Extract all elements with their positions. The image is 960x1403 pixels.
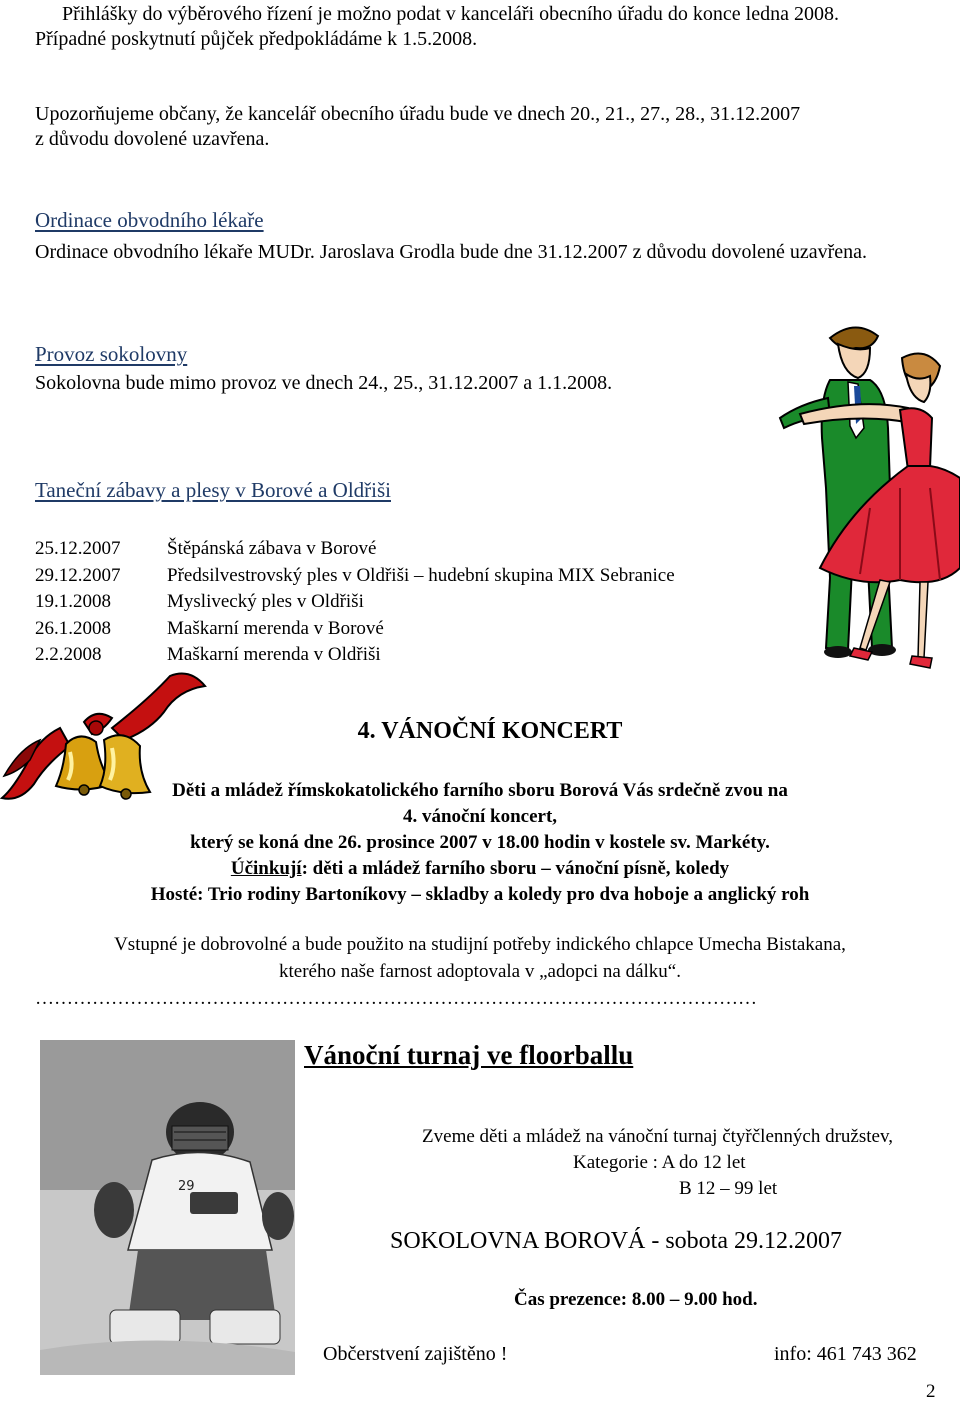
doctor-heading: Ordinace obvodního lékaře [35,208,264,232]
floorball-title: Vánoční turnaj ve floorballu [304,1040,634,1070]
performers-label: Účinkují [230,858,302,879]
floorball-goalie-photo [40,1040,295,1375]
floorball-time: Čas prezence: 8.00 – 9.00 hod. [514,1289,758,1310]
event-date: 25.12.2007 [35,538,121,559]
event-date: 19.1.2008 [35,591,111,612]
doctor-text: Ordinace obvodního lékaře MUDr. Jaroslava Grodla bude dne 31.12.2007 z důvodu dovolené uzavřena. [35,241,867,263]
dances-heading: Taneční zábavy a plesy v Borové a Oldřiši [35,478,391,502]
event-name: Myslivecký ples v Oldřiši [167,591,364,612]
floorball-refreshments: Občerstvení zajištěno ! [323,1343,508,1365]
dancing-couple-illustration [760,318,960,690]
event-date: 26.1.2008 [35,617,111,639]
dance-event-row [35,536,675,563]
dance-event-row [35,563,675,590]
jersey-number: 29 [178,1179,195,1194]
office-line-1: Upozorňujeme občany, že kancelář obecního úřadu bude ve dnech 20., 21., 27., 28., 31.12.2007 [35,103,801,125]
concert-line-4 [30,856,930,882]
event-date: 2.2.2008 [35,644,102,665]
floorball-venue: SOKOLOVNA BOROVÁ - sobota 29.12.2007 [390,1228,843,1254]
concert-note-line-1: Vstupné je dobrovolné a bude použito na studijní potřeby indického chlapce Umecha Bistakana, [114,934,846,955]
event-name: Předsilvestrovský ples v Oldřiši – hudební skupina MIX Sebranice [167,564,675,586]
dance-events-list [35,536,675,669]
concert-note [20,931,940,985]
floorball-info: info: 461 743 362 [774,1343,917,1365]
event-date: 29.12.2007 [35,564,121,586]
concert-line-3: který se koná dne 26. prosince 2007 v 18.00 hodin v kostele sv. Markéty. [190,832,770,853]
event-name: Maškarní merenda v Borové [167,617,384,639]
notice-line-2: Případné poskytnutí půjček předpokládáme k 1.5.2008. [35,28,478,50]
performers-text: : děti a mládež farního sboru – vánoční písně, koledy [301,858,730,879]
concert-line-5: Hosté: Trio rodiny Bartoníkovy – skladby a koledy pro dva hoboje a anglický roh [150,884,810,905]
page-number: 2 [926,1381,936,1402]
gym-heading: Provoz sokolovny [35,342,188,366]
floorball-invite: Zveme děti a mládež na vánoční turnaj čtyřčlenných družstev, [422,1126,893,1147]
floorball-category-b: B 12 – 99 let [679,1178,778,1199]
concert-details [30,778,930,908]
concert-title: 4. VÁNOČNÍ KONCERT [357,718,623,744]
dance-event-row [35,589,675,616]
event-name: Štěpánská zábava v Borové [167,538,377,559]
section-divider: …………………………………………………………………………………………………… [35,988,757,1009]
dance-event-row [35,616,675,643]
concert-line-2: 4. vánoční koncert, [402,806,558,827]
gym-text: Sokolovna bude mimo provoz ve dnech 24., 25., 31.12.2007 a 1.1.2008. [35,372,613,394]
floorball-category-a: Kategorie : A do 12 let [573,1152,746,1173]
concert-note-line-2: kterého naše farnost adoptovala v „adopci na dálku“. [278,961,681,982]
event-name: Maškarní merenda v Oldřiši [167,644,381,665]
notice-line-1: Přihlášky do výběrového řízení je možno podat v kanceláři obecního úřadu do konce ledna 2008. [62,3,839,25]
office-line-2: z důvodu dovolené uzavřena. [35,128,270,150]
concert-line-1: Děti a mládež římskokatolického farního sboru Borová Vás srdečně zvou na [172,780,788,801]
dance-event-row [35,642,675,669]
